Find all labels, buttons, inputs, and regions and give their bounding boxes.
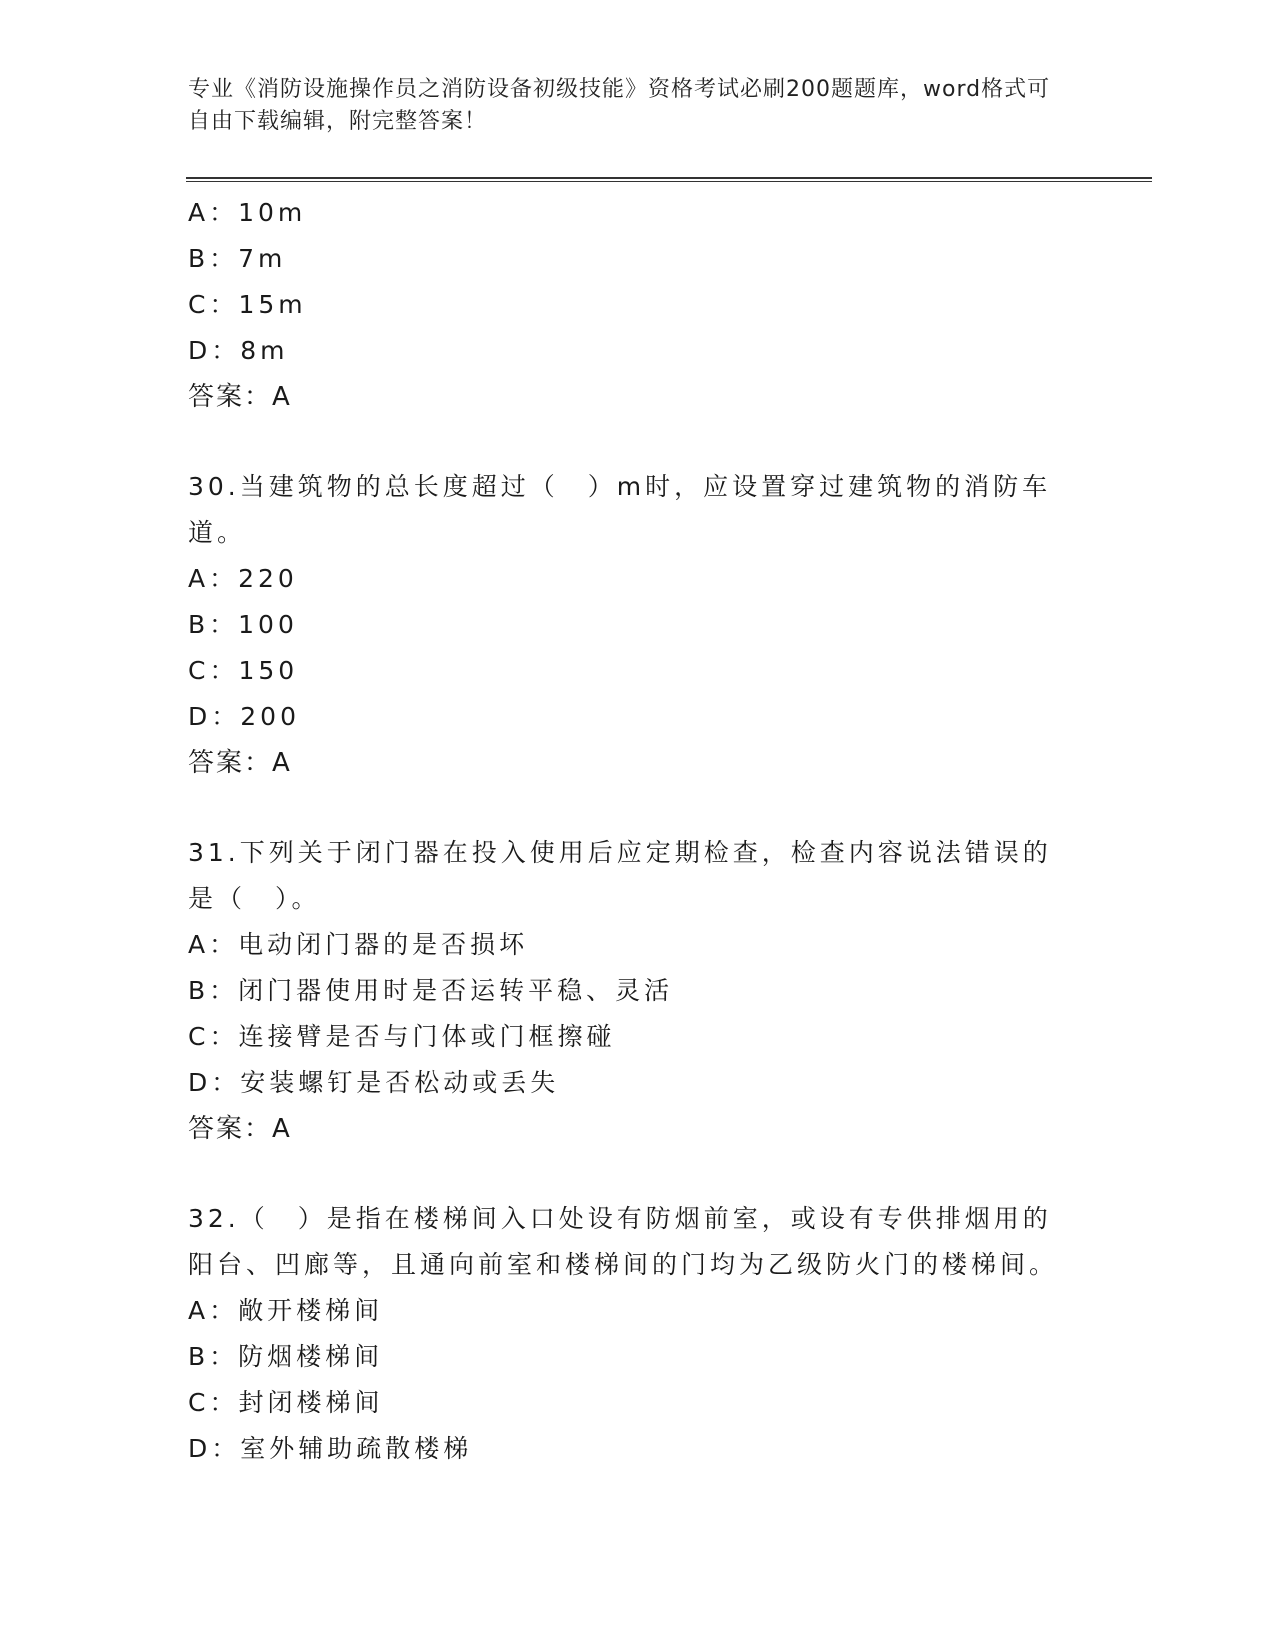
question-31 [188, 830, 1078, 1152]
question-stem: 32.（ ）是指在楼梯间入口处设有防烟前室，或设有专供排烟用的阳台、凹廊等，且通向前室和楼梯间的门均为乙级防火门的楼梯间。 [188, 1204, 1059, 1279]
document-body [188, 190, 1078, 1472]
option-a: A：敞开楼梯间 [188, 1296, 384, 1325]
option-c: C：15m [188, 290, 307, 319]
option-a: A：220 [188, 564, 298, 593]
option-b: B：防烟楼梯间 [188, 1342, 384, 1371]
option-b: B：闭门器使用时是否运转平稳、灵活 [188, 976, 674, 1005]
option-c: C：封闭楼梯间 [188, 1388, 384, 1417]
option-c: C：连接臂是否与门体或门框擦碰 [188, 1022, 616, 1051]
option-d: D：安装螺钉是否松动或丢失 [188, 1068, 560, 1097]
option-a: A：10m [188, 198, 307, 227]
question-stem: 31.下列关于闭门器在投入使用后应定期检查，检查内容说法错误的是（ ）。 [188, 838, 1052, 913]
header-divider [186, 177, 1152, 182]
option-d: D：200 [188, 702, 300, 731]
option-b: B：100 [188, 610, 298, 639]
answer-line: 答案：A [188, 1114, 292, 1144]
question-32 [188, 1196, 1078, 1472]
answer-line: 答案：A [188, 382, 292, 412]
question-30 [188, 464, 1078, 786]
option-a: A：电动闭门器的是否损坏 [188, 930, 529, 959]
answer-line: 答案：A [188, 748, 292, 778]
document-header: 专业《消防设施操作员之消防设备初级技能》资格考试必刷200题题库，word格式可自由下载编辑，附完整答案！ [188, 77, 1051, 134]
option-d: D：室外辅助疏散楼梯 [188, 1434, 473, 1463]
question-29-continued [188, 190, 1078, 420]
option-c: C：150 [188, 656, 299, 685]
option-d: D：8m [188, 336, 289, 365]
option-b: B：7m [188, 244, 287, 273]
question-stem: 30.当建筑物的总长度超过（ ）m时，应设置穿过建筑物的消防车道。 [188, 472, 1052, 547]
